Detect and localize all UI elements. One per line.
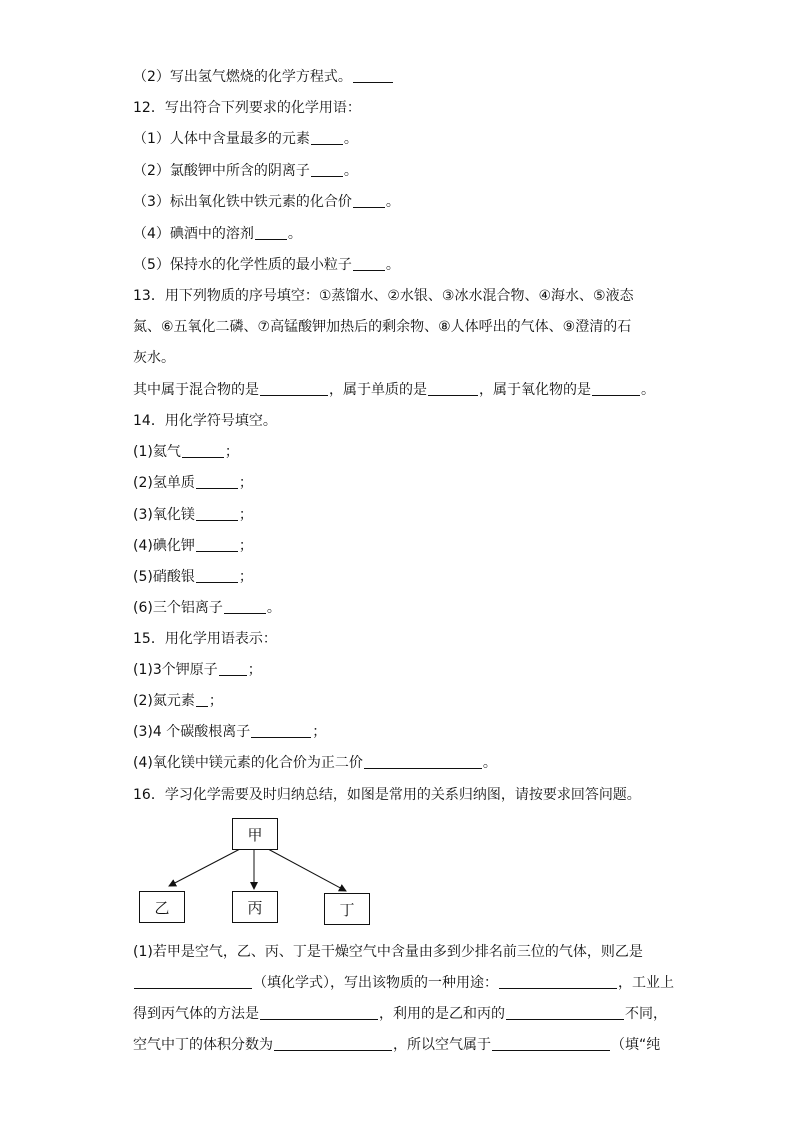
line-text: 灰水。	[133, 350, 175, 366]
line-text: 。	[266, 600, 281, 616]
line-text: (5)硝酸银	[133, 569, 195, 585]
box-bing-label: 丙	[247, 898, 263, 917]
line-text: 氮、⑥五氧化二磷、⑦高锰酸钾加热后的剩余物、⑧人体呼出的气体、⑨澄清的石	[133, 319, 632, 335]
line-text: (1)氦气	[133, 444, 181, 460]
line-text: （5）保持水的化学性质的最小粒子	[133, 257, 352, 273]
line-text: （3）标出氧化铁中铁元素的化合价	[133, 194, 352, 210]
line-text: 15．用化学用语表示：	[133, 631, 277, 647]
box-ding-label: 丁	[339, 900, 355, 919]
box-yi	[139, 891, 185, 923]
line-text: (1)3个钾原子	[133, 662, 218, 678]
line-text: (3)4 个碳酸根离子	[133, 724, 251, 740]
line-text: ，利用的是乙和丙的	[379, 1006, 505, 1022]
line-text: （填化学式），写出该物质的一种用途：	[253, 975, 498, 991]
line-text: ；	[238, 569, 253, 585]
line-text: (2)氢单质	[133, 475, 195, 491]
box-jia	[232, 818, 278, 850]
line-text: ，属于氧化物的是	[479, 382, 591, 398]
line-text: （4）碘酒中的溶剂	[133, 226, 254, 242]
arrow-to-ding	[268, 849, 346, 891]
line-text: 。	[343, 163, 358, 179]
line-text: ；	[238, 538, 253, 554]
box-bing	[232, 891, 278, 923]
line-text: ；	[208, 693, 223, 709]
line-text: ；	[238, 475, 253, 491]
line-text: ，所以空气属于	[393, 1037, 491, 1053]
line-text: (2)氮元素	[133, 693, 195, 709]
line-text: ；	[238, 507, 253, 523]
line-text: 得到丙气体的方法是	[133, 1006, 259, 1022]
box-ding	[324, 893, 370, 925]
line-text: (4)氧化镁中镁元素的化合价为正二价	[133, 755, 363, 771]
arrow-to-yi	[169, 849, 240, 886]
line-text: 12．写出符合下列要求的化学用语：	[133, 100, 361, 116]
line-text: 16．学习化学需要及时归纳总结，如图是常用的关系归纳图，请按要求回答问题。	[133, 787, 641, 803]
line-text: 。	[482, 755, 497, 771]
line-text: 。	[343, 131, 358, 147]
line-text: 13．用下列物质的序号填空：①蒸馏水、②水银、③冰水混合物、④海水、⑤液态	[133, 288, 634, 304]
line-text: 。	[641, 382, 655, 398]
line-text: 。	[385, 194, 400, 210]
line-text: 不同，	[625, 1006, 667, 1022]
line-text: (4)碘化钾	[133, 538, 195, 554]
line-text: 。	[385, 257, 400, 273]
line-text: (1)若甲是空气，乙、丙、丁是干燥空气中含量由多到少排名前三位的气体，则乙是	[133, 944, 643, 960]
line-text: ；	[224, 444, 239, 460]
line-text: ；	[247, 662, 262, 678]
line-text: 14．用化学符号填空。	[133, 413, 277, 429]
line-text: 。	[287, 226, 302, 242]
line-text: (3)氧化镁	[133, 507, 195, 523]
box-yi-label: 乙	[154, 898, 170, 917]
line-text: ，工业上	[618, 975, 674, 991]
line-text: （填“纯	[611, 1037, 661, 1053]
line-text: （2）写出氢气燃烧的化学方程式。	[133, 69, 352, 85]
line-text: （2）氯酸钾中所含的阴离子	[133, 163, 310, 179]
line-text: 其中属于混合物的是	[133, 382, 259, 398]
line-text: ，属于单质的是	[329, 382, 427, 398]
line-text: （1）人体中含量最多的元素	[133, 131, 310, 147]
line-text: ；	[312, 724, 327, 740]
line-text: 空气中丁的体积分数为	[133, 1037, 273, 1053]
box-jia-label: 甲	[247, 825, 263, 844]
line-text: (6)三个铝离子	[133, 600, 223, 616]
